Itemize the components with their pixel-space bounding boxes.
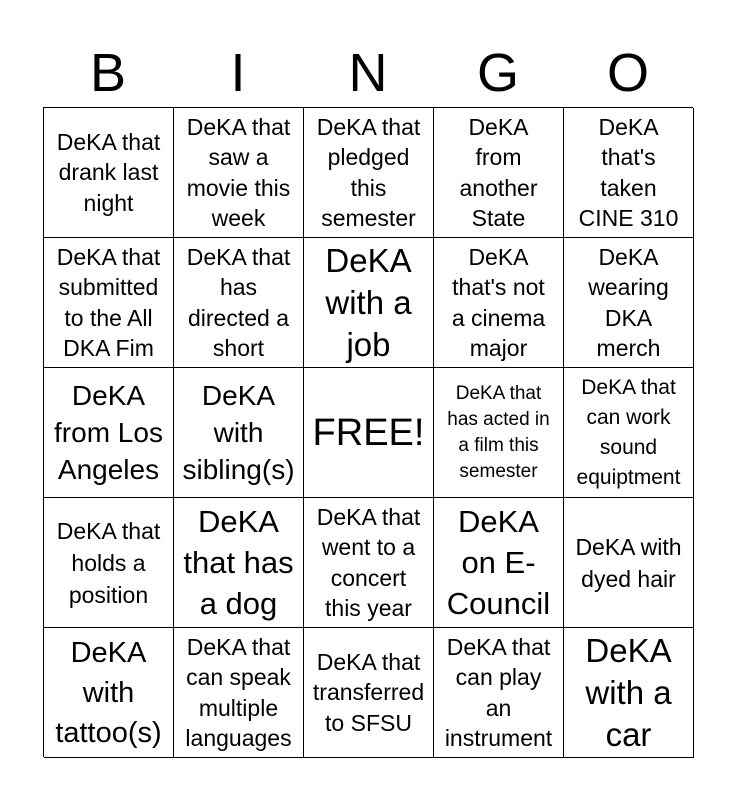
cell-text: DeKA that transferred to SFSU xyxy=(312,648,425,736)
bingo-cell[interactable] xyxy=(304,238,434,368)
bingo-cell[interactable] xyxy=(44,498,174,628)
cell-text: DeKA that holds a position xyxy=(56,517,161,608)
header-letter-n: N xyxy=(348,43,388,103)
cell-text: DeKA that can play an instrument xyxy=(444,633,553,751)
cell-text: DeKA wearing DKA merch xyxy=(588,243,669,361)
cell-text: DeKA that can speak multiple languages xyxy=(185,633,292,751)
bingo-cell[interactable] xyxy=(304,628,434,758)
bingo-cell[interactable] xyxy=(174,108,304,238)
bingo-cell[interactable] xyxy=(434,238,564,368)
bingo-cell[interactable] xyxy=(174,238,304,368)
cell-text: DeKA that went to a concert this year xyxy=(316,503,421,621)
cell-text: DeKA that's taken CINE 310 xyxy=(578,113,679,231)
bingo-header xyxy=(43,40,693,106)
header-letter-i: I xyxy=(230,43,246,103)
bingo-cell[interactable] xyxy=(564,498,694,628)
bingo-cell[interactable] xyxy=(564,108,694,238)
cell-text: DeKA that has directed a short xyxy=(186,243,291,361)
cell-text: DeKA with tattoo(s) xyxy=(55,636,162,749)
bingo-cell[interactable] xyxy=(564,238,694,368)
free-space[interactable] xyxy=(304,368,434,498)
bingo-cell[interactable] xyxy=(174,498,304,628)
bingo-cell[interactable] xyxy=(174,368,304,498)
bingo-cell[interactable] xyxy=(564,628,694,758)
bingo-cell[interactable] xyxy=(174,628,304,758)
free-space-text: FREE! xyxy=(312,411,425,454)
cell-text: DeKA that has acted in a film this semester xyxy=(447,382,550,482)
bingo-cell[interactable] xyxy=(304,498,434,628)
bingo-cell[interactable] xyxy=(304,108,434,238)
cell-text: DeKA that drank last night xyxy=(56,128,161,216)
bingo-board xyxy=(43,107,693,757)
bingo-cell[interactable] xyxy=(434,108,564,238)
bingo-cell[interactable] xyxy=(44,238,174,368)
cell-text: DeKA on E- Council xyxy=(446,504,551,621)
cell-text: DeKA with sibling(s) xyxy=(182,380,295,485)
bingo-cell[interactable] xyxy=(44,368,174,498)
bingo-cell[interactable] xyxy=(44,628,174,758)
header-letter-o: O xyxy=(606,43,649,103)
header-letter-b: B xyxy=(89,43,127,103)
cell-text: DeKA that can work sound equiptment xyxy=(576,375,681,489)
bingo-cell[interactable] xyxy=(44,108,174,238)
bingo-cell[interactable] xyxy=(434,628,564,758)
bingo-cell[interactable] xyxy=(564,368,694,498)
bingo-cell[interactable] xyxy=(434,498,564,628)
cell-text: DeKA from another State xyxy=(459,113,538,231)
cell-text: DeKA with a car xyxy=(585,631,672,753)
bingo-cell[interactable] xyxy=(434,368,564,498)
cell-text: DeKA that has a dog xyxy=(183,504,294,621)
cell-text: DeKA with a job xyxy=(325,241,412,363)
cell-text: DeKA with dyed hair xyxy=(575,533,682,592)
cell-text: DeKA that saw a movie this week xyxy=(186,113,291,231)
header-letter-g: G xyxy=(476,43,519,103)
cell-text: DeKA from Los Angeles xyxy=(54,380,163,485)
cell-text: DeKA that's not a cinema major xyxy=(451,243,546,361)
cell-text: DeKA that pledged this semester xyxy=(316,113,421,231)
cell-text: DeKA that submitted to the All DKA Fim xyxy=(56,243,161,361)
